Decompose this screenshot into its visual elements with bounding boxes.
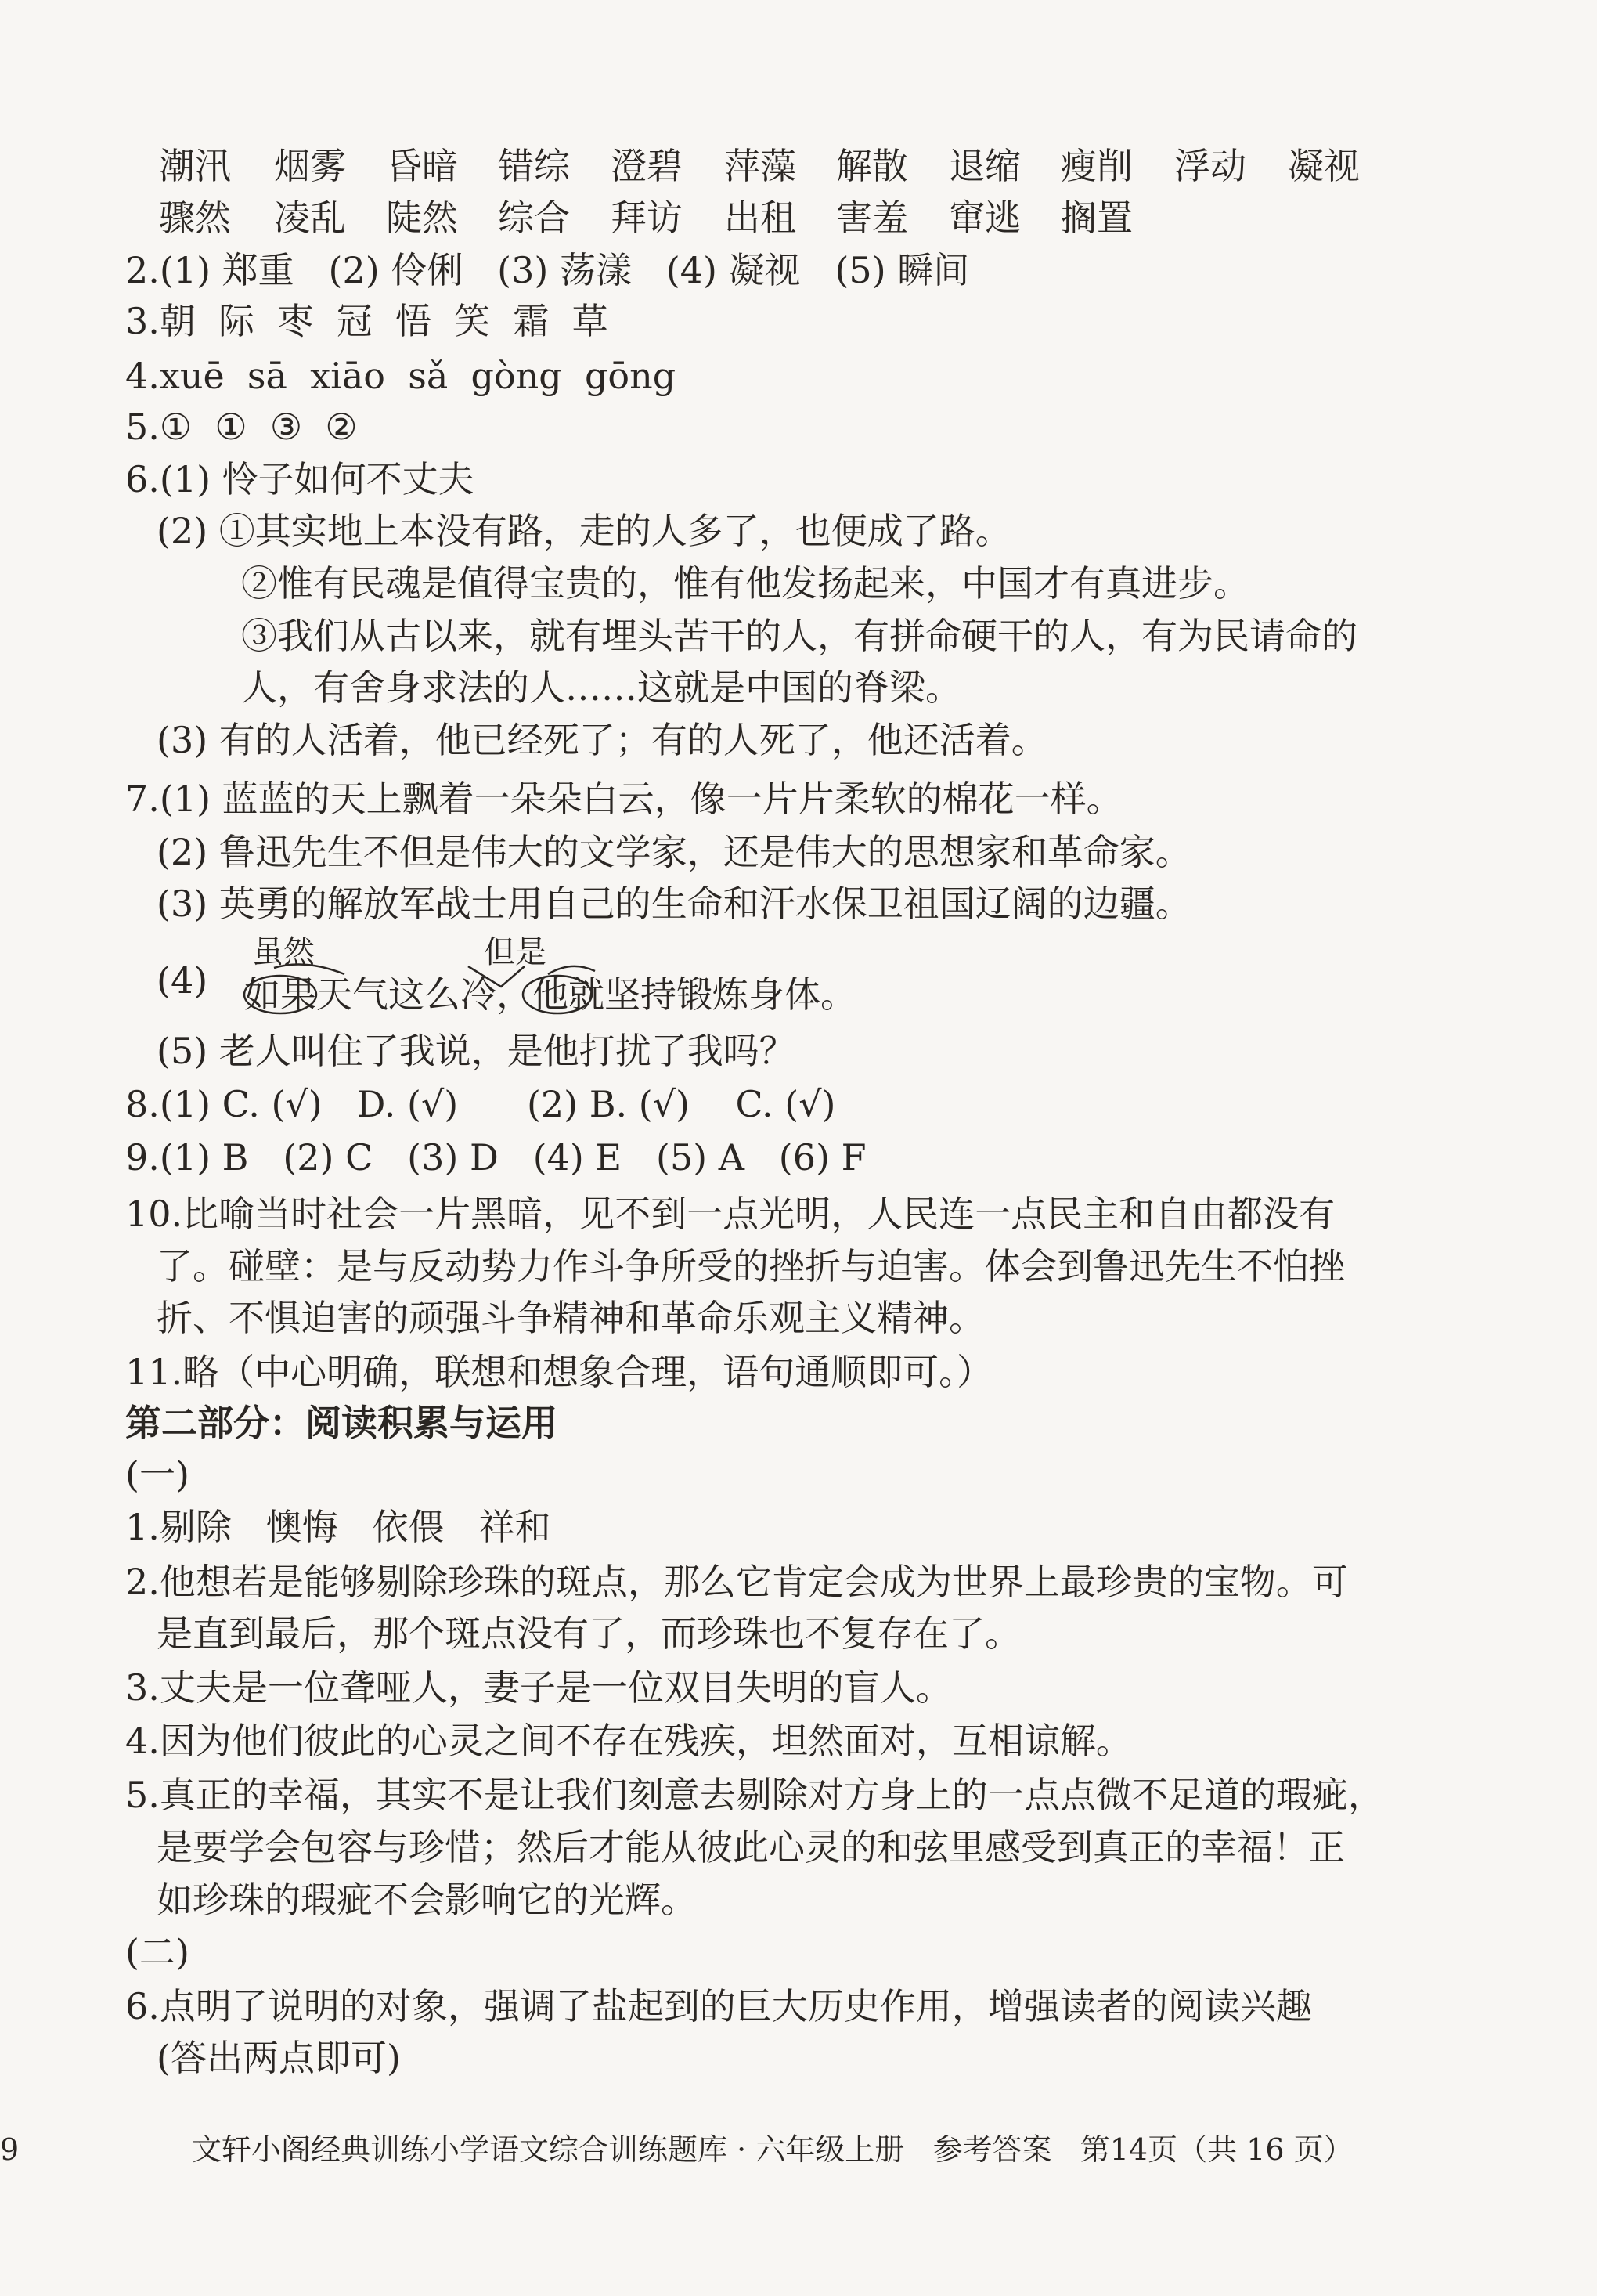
grid-word: 澄碧 <box>611 145 683 187</box>
corrected-sentence: 如果天气这么冷，他就坚持锻炼身体。 <box>244 973 856 1016</box>
grid-word: 拜访 <box>611 197 683 239</box>
inserted-word-2: 但是 <box>484 934 546 970</box>
answer-7-3: (3) 英勇的解放军战士用自己的生命和汗水保卫祖国辽阔的边疆。 <box>157 883 1191 925</box>
grid-word: 萍藻 <box>724 145 796 187</box>
answer-7-5: (5) 老人叫住了我说，是他打扰了我吗？ <box>157 1030 795 1072</box>
grid-word: 错综 <box>498 145 570 187</box>
answer-2: 2.(1) 郑重 (2) 伶俐 (3) 荡漾 (4) 凝视 (5) 瞬间 <box>125 249 970 291</box>
grid-word: 烟雾 <box>274 145 346 187</box>
item-number: (4) <box>157 959 208 1002</box>
word-grid-row-2 <box>0 194 1597 241</box>
answer-7-1: 7.(1) 蓝蓝的天上飘着一朵朵白云，像一片片柔软的棉花一样。 <box>125 778 1123 820</box>
reading-answer-2-b: 是直到最后，那个斑点没有了，而珍珠也不复存在了。 <box>157 1612 1021 1655</box>
grid-word: 骤然 <box>159 197 231 239</box>
answer-10-a: 10.比喻当时社会一片黑暗，见不到一点光明，人民连一点民主和自由都没有 <box>125 1193 1336 1235</box>
answer-7-4-correction <box>157 935 939 1021</box>
reading-answer-3: 3.丈夫是一位聋哑人，妻子是一位双目失明的盲人。 <box>125 1666 952 1709</box>
grid-word: 退缩 <box>949 145 1021 187</box>
reading-answer-6-b: (答出两点即可) <box>157 2037 401 2079</box>
grid-word: 浮动 <box>1174 145 1246 187</box>
reading-answer-6-a: 6.点明了说明的对象，强调了盐起到的巨大历史作用，增强读者的阅读兴趣 <box>125 1985 1312 2027</box>
grid-word: 窜逃 <box>949 197 1021 239</box>
answer-7-2: (2) 鲁迅先生不但是伟大的文学家，还是伟大的思想家和革命家。 <box>157 831 1191 873</box>
correction-marks <box>157 935 939 1021</box>
inserted-word-1: 虽然 <box>252 934 315 970</box>
answer-4: 4.xuē sā xiāo sǎ gòng gōng <box>125 355 676 397</box>
answer-8: 8.(1) C. (√) D. (√) (2) B. (√) C. (√) <box>125 1083 836 1125</box>
word-grid-row-1 <box>0 143 1597 190</box>
answer-6-2-b: ②惟有民魂是值得宝贵的，惟有他发扬起来，中国才有真进步。 <box>241 562 1249 605</box>
answer-6-2-c: ③我们从古以来，就有埋头苦干的人，有拼命硬干的人，有为民请命的 <box>241 615 1357 657</box>
grid-word: 陡然 <box>386 197 458 239</box>
part-heading-1: (一) <box>125 1453 189 1496</box>
page-number-left: 9 <box>0 2132 20 2167</box>
reading-answer-5-c: 如珍珠的瑕疵不会影响它的光辉。 <box>157 1879 697 1921</box>
reading-answer-2-a: 2.他想若是能够剔除珍珠的斑点，那么它肯定会成为世界上最珍贵的宝物。可 <box>125 1561 1348 1603</box>
grid-word: 出租 <box>724 197 796 239</box>
answer-9: 9.(1) B (2) C (3) D (4) E (5) A (6) F <box>125 1136 867 1179</box>
reading-answer-4: 4.因为他们彼此的心灵之间不存在残疾，坦然面对，互相谅解。 <box>125 1720 1132 1762</box>
page-footer: 文轩小阁经典训练小学语文综合训练题库 · 六年级上册 参考答案 第14页（共 16 页） <box>192 2132 1354 2167</box>
grid-word: 害羞 <box>836 197 908 239</box>
grid-word: 瘦削 <box>1061 145 1133 187</box>
part-heading-2: (二) <box>125 1931 189 1973</box>
answer-6-1: 6.(1) 怜子如何不丈夫 <box>125 458 474 500</box>
grid-word: 搁置 <box>1061 197 1133 239</box>
answer-10-c: 折、不惧迫害的顽强斗争精神和革命乐观主义精神。 <box>157 1297 985 1339</box>
grid-word: 昏暗 <box>386 145 458 187</box>
reading-answer-1: 1.剔除 懊悔 依偎 祥和 <box>125 1506 551 1548</box>
answer-3: 3.朝 际 枣 冠 悟 笑 霜 草 <box>125 300 608 342</box>
reading-answer-5-a: 5.真正的幸福，其实不是让我们刻意去剔除对方身上的一点点微不足道的瑕疵， <box>125 1774 1384 1816</box>
answer-6-3: (3) 有的人活着，他已经死了；有的人死了，他还活着。 <box>157 719 1047 761</box>
grid-word: 潮汛 <box>159 145 231 187</box>
answer-5: 5.① ① ③ ② <box>125 406 358 448</box>
section-heading: 第二部分：阅读积累与运用 <box>125 1402 557 1444</box>
answer-10-b: 了。碰壁：是与反动势力作斗争所受的挫折与迫害。体会到鲁迅先生不怕挫 <box>157 1245 1345 1287</box>
grid-word: 综合 <box>498 197 570 239</box>
answer-6-2-d: 人，有舍身求法的人……这就是中国的脊梁。 <box>241 666 961 709</box>
answer-6-2-a: (2) ①其实地上本没有路，走的人多了，也便成了路。 <box>157 510 1011 552</box>
grid-word: 凝视 <box>1288 145 1360 187</box>
grid-word: 凌乱 <box>274 197 346 239</box>
grid-word: 解散 <box>836 145 908 187</box>
answer-11: 11.略（中心明确，联想和想象合理，语句通顺即可。） <box>125 1351 993 1393</box>
reading-answer-5-b: 是要学会包容与珍惜；然后才能从彼此心灵的和弦里感受到真正的幸福！正 <box>157 1826 1345 1868</box>
